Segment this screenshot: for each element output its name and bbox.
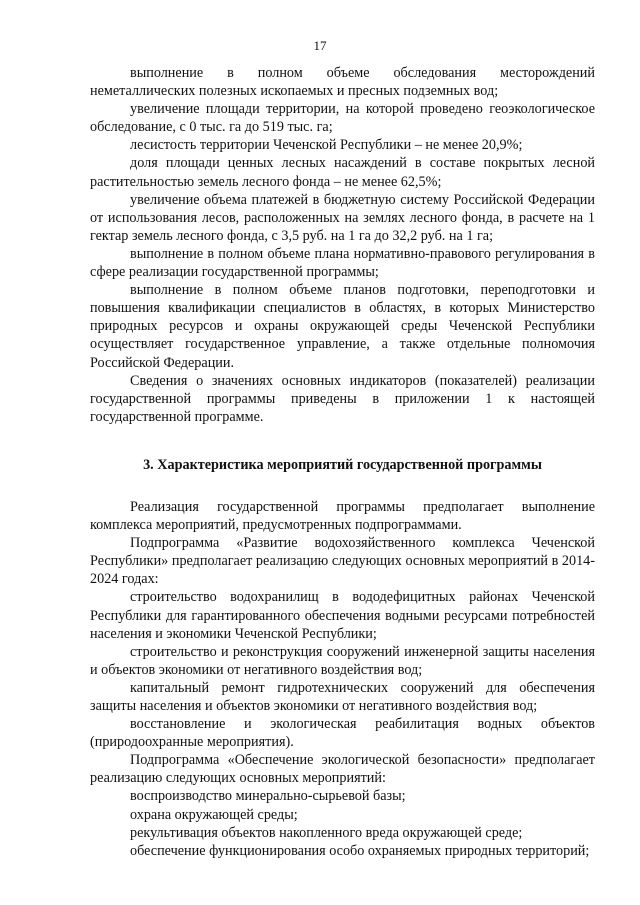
- section-heading: 3. Характеристика мероприятий государственной программы: [143, 456, 542, 473]
- paragraph: лесистость территории Чеченской Республики – не менее 20,9%;: [130, 137, 523, 154]
- list-item: восстановление и экологическая реабилитация водных объектов (природоохранные мероприятия).: [90, 716, 595, 751]
- paragraph: Подпрограмма «Обеспечение экологической безопасности» предполагает реализацию следующих основных мероприятий:: [90, 752, 595, 787]
- paragraph: увеличение площади территории, на которой проведено геоэкологическое обследование, с 0 тыс. га до 519 тыс. га;: [90, 101, 595, 136]
- list-item: воспроизводство минерально-сырьевой базы;: [130, 788, 406, 805]
- paragraph: выполнение в полном объеме обследования месторождений неметаллических полезных ископаемых и пресных подземных вод;: [90, 65, 595, 100]
- list-item: обеспечение функционирования особо охраняемых природных территорий;: [130, 842, 590, 859]
- list-item: строительство и реконструкция сооружений инженерной защиты населения и объектов экономики от негативного воздействия вод;: [90, 643, 595, 678]
- list-item: охрана окружающей среды;: [130, 806, 298, 823]
- list-item: рекультивация объектов накопленного вреда окружающей среде;: [130, 824, 523, 841]
- paragraph: выполнение в полном объеме плана нормативно-правового регулирования в сфере реализации государственной программы;: [90, 245, 595, 281]
- page-number: 17: [313, 38, 327, 53]
- paragraph: выполнение в полном объеме планов подготовки, переподготовки и повышения квалификации специалистов в областях, в которых Министерство природных ресурсов и охраны окружающей среды Чеченской Республики осуществляет государственное управление, а также отдельные полномочия Российской Федерации.: [90, 282, 595, 371]
- list-item: капитальный ремонт гидротехнических сооружений для обеспечения защиты населения и объектов экономики от негативного воздействия вод;: [90, 679, 595, 714]
- document-body: [90, 64, 595, 860]
- paragraph: доля площади ценных лесных насаждений в составе покрытых лесной растительностью земель лесного фонда – не менее 62,5%;: [90, 155, 595, 190]
- paragraph: увеличение объема платежей в бюджетную систему Российской Федерации от использования лесов, расположенных на землях лесного фонда, в расчете на 1 гектар земель лесного фонда, с 3,5 руб. на 1 га до 32,2 руб. на 1 га;: [90, 191, 595, 244]
- list-item: строительство водохранилищ в вододефицитных районах Чеченской Республики для гарантированного обеспечения водными ресурсами потребностей населения и экономики Чеченской Республики;: [90, 589, 595, 642]
- paragraph: Реализация государственной программы предполагает выполнение комплекса мероприятий, предусмотренных подпрограммами.: [90, 498, 595, 534]
- paragraph: Сведения о значениях основных индикаторов (показателей) реализации государственной программы приведены в приложении 1 к настоящей государственной программе.: [90, 372, 595, 425]
- paragraph: Подпрограмма «Развитие водохозяйственного комплекса Чеченской Республики» предполагает реализацию следующих основных мероприятий в 2014-2024 годах:: [90, 535, 595, 588]
